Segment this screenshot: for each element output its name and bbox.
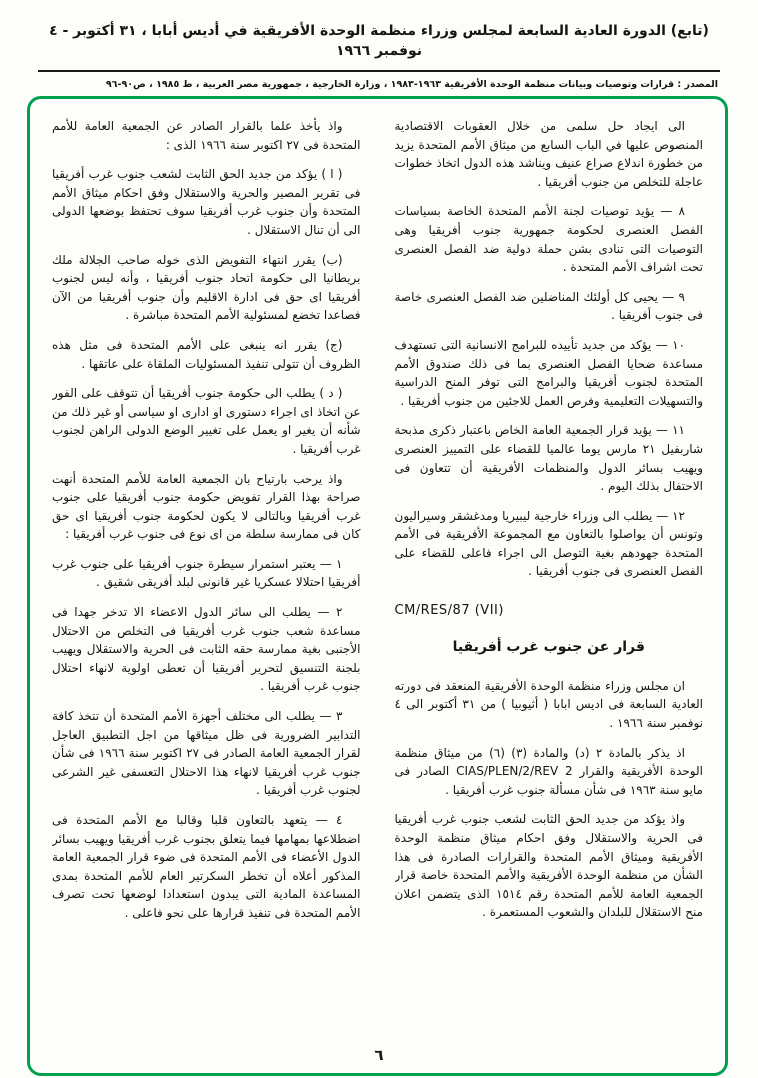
paragraph: واذ يؤكد من جديد الحق الثابت لشعب جنوب غرب أفريقيا فى الحرية والاستقلال وفق احكام ميثاق منظمة الوحدة الأفريقية وميثاق الأمم المتحدة والقرارات الصادرة فى هذا الشأن من منظمة الوحدة الأفريقية والأمم المتحدة خاصة قرار الجمعية العامة للأمم المتحدة رقم ١٥١٤ الذى يتضمن اعلان منح الاستقلال للبلدان والشعوب المستعمرة . bbox=[394, 812, 703, 920]
paragraph: ٤ — يتعهد بالتعاون قلبا وقالبا مع الأمم المتحدة فى اضطلاعها بمهامها فيما يتعلق بجنوب غرب أفريقيا ويهيب بسائر الدول الأعضاء فى الأمم المتحدة فى ضوء قرار الجمعية العامة المذكور أعلاه أن تخطر السكرتير العام للأمم المتحدة بمدى المساعدة المادية التى يبدون استعدادا لوضعها تحت تصرف الأمم المتحدة فى تنفيذ قرارها على نحو فاعلى . bbox=[52, 813, 361, 920]
paragraph: واذ يأخذ علما بالقرار الصادر عن الجمعية العامة للأمم المتحدة فى ٢٧ اكتوبر سنة ١٩٦٦ الذى : bbox=[52, 119, 361, 152]
content-border-box bbox=[27, 96, 728, 1076]
page-number: ٦ bbox=[374, 1046, 384, 1064]
paragraph: ١٠ — يؤكد من جديد تأييده للبرامج الانسانية التى تستهدف مساعدة ضحايا الفصل العنصرى بما فى ذلك صندوق الأمم المتحدة لجنوب أفريقيا والبرامج التى توفر المنح الدراسية والتسهيلات التعليمية وفرص العمل للاجئين من جنوب أفريقيا . bbox=[394, 337, 703, 408]
resolution-heading: قرار عن جنوب غرب أفريقيا bbox=[452, 639, 645, 656]
left-column bbox=[52, 117, 361, 1059]
text-columns bbox=[52, 117, 703, 1059]
paragraph: ١٢ — يطلب الى وزراء خارجية ليبيريا ومدغشقر وسيراليون وتونس أن يواصلوا بالتعاون مع المجموعة الأفريقية فى الأمم المتحدة جهودهم بغية التوصل الى اجراء فاعلى للقضاء على الفصل العنصرى فى جنوب أفريقيا . bbox=[394, 508, 703, 579]
paragraph: ١ — يعتبر استمرار سيطرة جنوب أفريقيا على جنوب غرب أفريقيا احتلالا عسكريا غير قانونى لبلد أفريقى شقيق . bbox=[52, 556, 361, 590]
source-line: المصدر : قرارات وتوصيات وبيانات منظمة الوحدة الأفريقية ١٩٦٣-١٩٨٣ ، وزارة الخارجية ، جمهورية مصر العربية ، ط ١٩٨٥ ، ص٩٠-٩٦ bbox=[105, 79, 718, 91]
paragraph: اذ يذكر بالمادة ٢ (د) والمادة (٣) (٦) من ميثاق منظمة الوحدة الأفريقية والقرار CIAS/PLEN/2/REV 2 الصادر فى مايو سنة ١٩٦٣ فى شأن مسألة جنوب غرب أفريقيا . bbox=[394, 745, 703, 797]
paragraph: (ب) يقرر انتهاء التفويض الذى خوله صاحب الجلالة ملك بريطانيا الى حكومة اتحاد جنوب أفريقيا ، وأنه ليس لجنوب أفريقيا اى حق فى ادارة الاقليم وأن جنوب أفريقيا من الآن فصاعدا تخضع لمسئولية الأمم المتحدة مباشرة . bbox=[52, 252, 361, 323]
paragraph: ( د ) يطلب الى حكومة جنوب أفريقيا أن تتوقف على الفور عن اتخاذ اى اجراء دستورى او ادارى او سياسى أو غير ذلك من شأنه أن يغير او يعمل على تغيير الوضع الدولى الراهن لجنوب غرب أفريقيا . bbox=[52, 386, 361, 456]
paragraph: ٩ — يحيى كل أولئك المناضلين ضد الفصل العنصرى خاصة فى جنوب أفريقيا . bbox=[394, 289, 703, 323]
page-title: (تابع) الدورة العادية السابعة لمجلس وزراء منظمة الوحدة الأفريقية في أديس أبابا ، ٣١ أكتوبر - ٤ نوفمبر ١٩٦٦ bbox=[49, 23, 709, 59]
resolution-code: CM/RES/87 (VII) bbox=[394, 603, 504, 619]
paragraph: واذ يرحب بارتياح بان الجمعية العامة للأمم المتحدة أنهت صراحة بهذا القرار تفويض حكومة جنوب أفريقيا على جنوب غرب أفريقيا وبالتالى لا يكون لحكومة جنوب أفريقيا اى حق كان فى ممارسة سلطة من اى نوع فى جنوب غرب أفريقيا : bbox=[52, 471, 361, 542]
header bbox=[0, 0, 758, 91]
paragraph: ٢ — يطلب الى سائر الدول الاعضاء الا تدخر جهدا فى مساعدة شعب جنوب غرب أفريقيا فى التخلص من الاحتلال الأجنبى بغية ممارسة حقه الثابت فى الحرية والاستقلال ويهيب بلجنة التنسيق لتحرير أفريقيا أن تعطى اولوية لانهاء احتلال جنوب غرب أفريقيا . bbox=[52, 605, 361, 694]
right-column bbox=[395, 117, 704, 1059]
paragraph: (ج) يقرر انه ينبغى على الأمم المتحدة فى مثل هذه الظروف أن تتولى تنفيذ المسئوليات الملقاة على عاتقها . bbox=[52, 337, 361, 371]
paragraph: ( ا ) يؤكد من جديد الحق الثابت لشعب جنوب غرب أفريقيا فى تقرير المصير والحرية والاستقلال وفق احكام ميثاق الأمم المتحدة وأن جنوب غرب أفريقيا سوف تحتفظ بوضعها الدولى الى أن تنال الاستقلال . bbox=[52, 167, 361, 237]
paragraph: ١١ — يؤيد قرار الجمعية العامة الخاص باعتبار ذكرى مذبحة شاربفيل ٢١ مارس يوما عالميا للقضاء على التمييز العنصرى ويهيب بسائر الدول والمنظمات الأفريقية أن تتعاون فى الاحتفال بذلك اليوم . bbox=[394, 423, 703, 494]
paragraph: ٨ — يؤيد توصيات لجنة الأمم المتحدة الخاصة بسياسات الفصل العنصرى لحكومة جمهورية جنوب أفريقيا وهى التوصيات التى تنادى بشن حملة دولية ضد الفصل العنصرى تحت اشراف الأمم المتحدة . bbox=[394, 204, 703, 275]
paragraph: ان مجلس وزراء منظمة الوحدة الأفريقية المنعقد فى دورته العادية السابعة فى اديس ابابا ( أثيوبيا ) من ٣١ أكتوبر الى ٤ نوفمبر سنة ١٩٦٦ . bbox=[394, 678, 703, 731]
paragraph: الى ايجاد حل سلمى من خلال العقوبات الاقتصادية المنصوص عليها في الباب السابع من ميثاق الأمم المتحدة يزيد من خطورة اندلاع صراع عنيف ويناشد هذه الدول اتخاذ خطوات عاجلة للتخلص من جنوب أفريقيا . bbox=[394, 119, 703, 189]
header-divider bbox=[38, 70, 720, 72]
paragraph: ٣ — يطلب الى مختلف أجهزة الأمم المتحدة أن تتخذ كافة التدابير الضرورية فى ظل ميثاقها من اجل التطبيق العاجل لقرار الجمعية العامة الصادر فى ٢٧ اكتوبر سنة ١٩٦٦ فى شأن جنوب غرب أفريقيا لانهاء هذا الاحتلال التعسفى غير الشرعى لجنوب غرب أفريقيا . bbox=[52, 709, 361, 798]
